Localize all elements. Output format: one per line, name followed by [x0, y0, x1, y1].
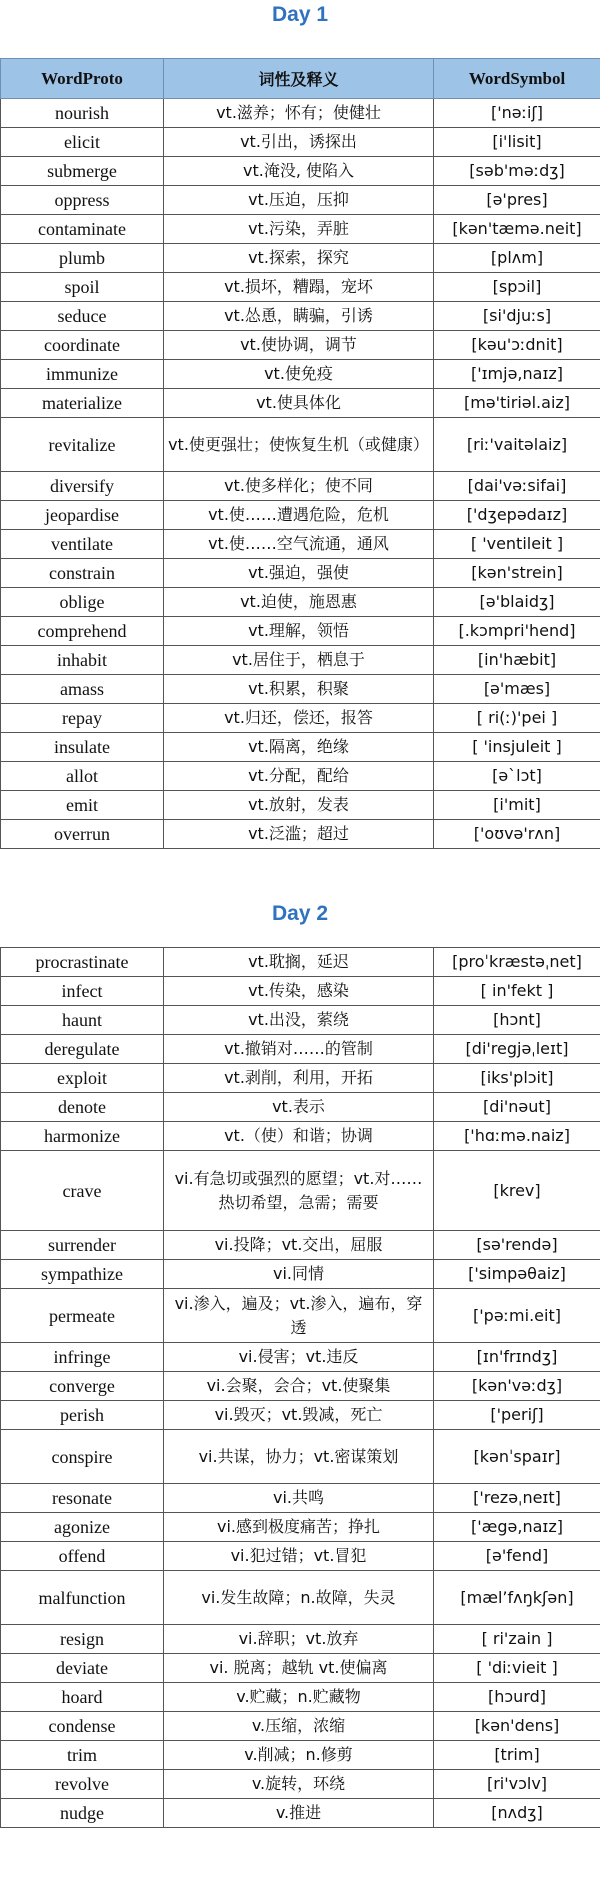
meaning-cell: vi.渗入，遍及；vt.渗入，遍布，穿透	[164, 1289, 434, 1343]
meaning-cell: vt.隔离，绝缘	[164, 733, 434, 762]
table-row	[1, 1654, 600, 1683]
meaning-cell: vi.毁灭；vt.毁减，死亡	[164, 1401, 434, 1430]
word-cell: haunt	[1, 1006, 164, 1035]
table-row	[1, 762, 600, 791]
word-cell: ventilate	[1, 530, 164, 559]
phonetic-cell: [hɔurd]	[434, 1683, 600, 1712]
table-row	[1, 1513, 600, 1542]
header-symbol: WordSymbol	[434, 59, 600, 99]
meaning-cell: vt.积累，积聚	[164, 675, 434, 704]
meaning-cell: vi.投降；vt.交出，屈服	[164, 1231, 434, 1260]
table-row	[1, 128, 600, 157]
table-row	[1, 360, 600, 389]
word-cell: nourish	[1, 99, 164, 128]
table-row	[1, 215, 600, 244]
phonetic-cell: [ri'vɔlv]	[434, 1770, 600, 1799]
meaning-cell: vt.怂恿，瞒骗，引诱	[164, 302, 434, 331]
word-cell: sympathize	[1, 1260, 164, 1289]
word-cell: procrastinate	[1, 948, 164, 977]
meaning-cell: vi.会聚，会合；vt.使聚集	[164, 1372, 434, 1401]
meaning-cell: vi.有急切或强烈的愿望；vt.对……热切希望，急需；需要	[164, 1151, 434, 1231]
word-cell: elicit	[1, 128, 164, 157]
day1-section	[0, 0, 600, 849]
table-row	[1, 1712, 600, 1741]
phonetic-cell: [ 'insjuleit ]	[434, 733, 600, 762]
phonetic-cell: ['rezəˌneɪt]	[434, 1484, 600, 1513]
day2-section	[0, 881, 600, 1828]
word-cell: jeopardise	[1, 501, 164, 530]
meaning-cell: vt.损坏，糟蹋，宠坏	[164, 273, 434, 302]
table-row	[1, 559, 600, 588]
phonetic-cell: [i'lisit]	[434, 128, 600, 157]
table-row	[1, 1260, 600, 1289]
meaning-cell: vt.污染，弄脏	[164, 215, 434, 244]
day1-vocab-table	[0, 58, 600, 849]
word-cell: submerge	[1, 157, 164, 186]
table-row	[1, 1231, 600, 1260]
meaning-cell: vt.出没，萦绕	[164, 1006, 434, 1035]
meaning-cell: vi.辞职；vt.放弃	[164, 1625, 434, 1654]
word-cell: seduce	[1, 302, 164, 331]
phonetic-cell: ['hɑːmə.naiz]	[434, 1122, 600, 1151]
meaning-cell: v.旋转，环绕	[164, 1770, 434, 1799]
table-row	[1, 99, 600, 128]
meaning-cell: vi.发生故障；n.故障，失灵	[164, 1571, 434, 1625]
phonetic-cell: [nʌdʒ]	[434, 1799, 600, 1828]
meaning-cell: vt.泛滥；超过	[164, 820, 434, 849]
meaning-cell: vt.使协调，调节	[164, 331, 434, 360]
day1-rows	[1, 99, 600, 849]
meaning-cell: vt.放射，发表	[164, 791, 434, 820]
word-cell: infect	[1, 977, 164, 1006]
phonetic-cell: [kən'tæmə.neit]	[434, 215, 600, 244]
phonetic-cell: ['periʃ]	[434, 1401, 600, 1430]
table-row	[1, 157, 600, 186]
word-cell: allot	[1, 762, 164, 791]
table-header-row	[1, 59, 600, 99]
table-row	[1, 418, 600, 472]
table-row	[1, 977, 600, 1006]
word-cell: spoil	[1, 273, 164, 302]
phonetic-cell: [kən'vəːdʒ]	[434, 1372, 600, 1401]
word-cell: permeate	[1, 1289, 164, 1343]
meaning-cell: vt.表示	[164, 1093, 434, 1122]
meaning-cell: v.推进	[164, 1799, 434, 1828]
meaning-cell: vi. 脱离；越轨 vt.使偏离	[164, 1654, 434, 1683]
phonetic-cell: [ɪn'frɪndʒ]	[434, 1343, 600, 1372]
header-meaning: 词性及释义	[164, 59, 434, 99]
phonetic-cell: [kənˈspaɪr]	[434, 1430, 600, 1484]
word-cell: amass	[1, 675, 164, 704]
word-cell: immunize	[1, 360, 164, 389]
table-row	[1, 472, 600, 501]
meaning-cell: vt.剥削，利用，开拓	[164, 1064, 434, 1093]
word-cell: crave	[1, 1151, 164, 1231]
word-cell: perish	[1, 1401, 164, 1430]
meaning-cell: vt.使免疫	[164, 360, 434, 389]
meaning-cell: vi.犯过错；vt.冒犯	[164, 1542, 434, 1571]
phonetic-cell: [ə`lɔt]	[434, 762, 600, 791]
table-row	[1, 704, 600, 733]
phonetic-cell: [ə'blaidʒ]	[434, 588, 600, 617]
phonetic-cell: [ ri(ː)'pei ]	[434, 704, 600, 733]
phonetic-cell: [proˈkræstəˌnet]	[434, 948, 600, 977]
phonetic-cell: ['simpəθaiz]	[434, 1260, 600, 1289]
phonetic-cell: [dai'vəːsifai]	[434, 472, 600, 501]
meaning-cell: vi.侵害；vt.违反	[164, 1343, 434, 1372]
word-cell: revitalize	[1, 418, 164, 472]
word-cell: deviate	[1, 1654, 164, 1683]
meaning-cell: vt.使……空气流通，通风	[164, 530, 434, 559]
table-row	[1, 1035, 600, 1064]
meaning-cell: v.贮藏；n.贮藏物	[164, 1683, 434, 1712]
phonetic-cell: [səb'məːdʒ]	[434, 157, 600, 186]
header-word: WordProto	[1, 59, 164, 99]
meaning-cell: vi.感到极度痛苦；挣扎	[164, 1513, 434, 1542]
table-row	[1, 1430, 600, 1484]
table-row	[1, 1064, 600, 1093]
table-row	[1, 1683, 600, 1712]
word-cell: inhabit	[1, 646, 164, 675]
table-row	[1, 617, 600, 646]
phonetic-cell: [ə'mæs]	[434, 675, 600, 704]
table-row	[1, 1542, 600, 1571]
phonetic-cell: [ in'fekt ]	[434, 977, 600, 1006]
word-cell: offend	[1, 1542, 164, 1571]
word-cell: contaminate	[1, 215, 164, 244]
word-cell: infringe	[1, 1343, 164, 1372]
meaning-cell: vi.同情	[164, 1260, 434, 1289]
meaning-cell: vt.理解，领悟	[164, 617, 434, 646]
day2-vocab-table	[0, 947, 600, 1828]
phonetic-cell: [di'regjəˌleɪt]	[434, 1035, 600, 1064]
table-row	[1, 331, 600, 360]
meaning-cell: vt.耽搁，延迟	[164, 948, 434, 977]
word-cell: materialize	[1, 389, 164, 418]
word-cell: resonate	[1, 1484, 164, 1513]
meaning-cell: vt.（使）和谐；协调	[164, 1122, 434, 1151]
phonetic-cell: ['dʒepədaɪz]	[434, 501, 600, 530]
phonetic-cell: [.kɔmpri'hend]	[434, 617, 600, 646]
word-cell: coordinate	[1, 331, 164, 360]
meaning-cell: v.削减；n.修剪	[164, 1741, 434, 1770]
table-row	[1, 501, 600, 530]
phonetic-cell: ['nəːiʃ]	[434, 99, 600, 128]
phonetic-cell: [ə'fend]	[434, 1542, 600, 1571]
table-row	[1, 1006, 600, 1035]
word-cell: overrun	[1, 820, 164, 849]
phonetic-cell: [spɔil]	[434, 273, 600, 302]
meaning-cell: vt.归还，偿还，报答	[164, 704, 434, 733]
phonetic-cell: [kəu'ɔːdnit]	[434, 331, 600, 360]
word-cell: revolve	[1, 1770, 164, 1799]
table-row	[1, 646, 600, 675]
table-row	[1, 1401, 600, 1430]
meaning-cell: vt.引出，诱探出	[164, 128, 434, 157]
phonetic-cell: [hɔnt]	[434, 1006, 600, 1035]
phonetic-cell: [mæl’fʌŋkʃən]	[434, 1571, 600, 1625]
table-row	[1, 1770, 600, 1799]
table-row	[1, 244, 600, 273]
word-cell: comprehend	[1, 617, 164, 646]
table-row	[1, 1343, 600, 1372]
word-cell: constrain	[1, 559, 164, 588]
phonetic-cell: [kən'dens]	[434, 1712, 600, 1741]
phonetic-cell: ['ɪmjə,naɪz]	[434, 360, 600, 389]
phonetic-cell: [ə'pres]	[434, 186, 600, 215]
word-cell: trim	[1, 1741, 164, 1770]
table-row	[1, 1151, 600, 1231]
word-cell: diversify	[1, 472, 164, 501]
meaning-cell: vt.强迫，强使	[164, 559, 434, 588]
word-cell: condense	[1, 1712, 164, 1741]
table-row	[1, 588, 600, 617]
word-cell: insulate	[1, 733, 164, 762]
table-row	[1, 948, 600, 977]
word-cell: converge	[1, 1372, 164, 1401]
table-row	[1, 791, 600, 820]
meaning-cell: vt.探索，探究	[164, 244, 434, 273]
day2-rows	[1, 948, 600, 1828]
meaning-cell: vt.居住于，栖息于	[164, 646, 434, 675]
phonetic-cell: [in'hæbit]	[434, 646, 600, 675]
word-cell: hoard	[1, 1683, 164, 1712]
table-row	[1, 302, 600, 331]
word-cell: deregulate	[1, 1035, 164, 1064]
phonetic-cell: [sə'rendə]	[434, 1231, 600, 1260]
word-cell: harmonize	[1, 1122, 164, 1151]
word-cell: emit	[1, 791, 164, 820]
meaning-cell: vt.分配，配给	[164, 762, 434, 791]
table-row	[1, 733, 600, 762]
meaning-cell: vi.共谋，协力；vt.密谋策划	[164, 1430, 434, 1484]
table-row	[1, 1799, 600, 1828]
table-row	[1, 1741, 600, 1770]
phonetic-cell: [kən'strein]	[434, 559, 600, 588]
meaning-cell: v.压缩，浓缩	[164, 1712, 434, 1741]
phonetic-cell: ['pəːmi.eit]	[434, 1289, 600, 1343]
meaning-cell: vt.滋养；怀有；使健壮	[164, 99, 434, 128]
table-row	[1, 1289, 600, 1343]
phonetic-cell: [mə'tiriəl.aiz]	[434, 389, 600, 418]
word-cell: plumb	[1, 244, 164, 273]
table-row	[1, 273, 600, 302]
phonetic-cell: [ 'diːvieit ]	[434, 1654, 600, 1683]
table-row	[1, 1571, 600, 1625]
phonetic-cell: [iks'plɔit]	[434, 1064, 600, 1093]
word-cell: resign	[1, 1625, 164, 1654]
phonetic-cell: [trim]	[434, 1741, 600, 1770]
table-row	[1, 1122, 600, 1151]
meaning-cell: vt.迫使，施恩惠	[164, 588, 434, 617]
word-cell: exploit	[1, 1064, 164, 1093]
table-row	[1, 675, 600, 704]
table-row	[1, 186, 600, 215]
phonetic-cell: ['oʊvə'rʌn]	[434, 820, 600, 849]
word-cell: nudge	[1, 1799, 164, 1828]
table-row	[1, 530, 600, 559]
table-row	[1, 1372, 600, 1401]
word-cell: agonize	[1, 1513, 164, 1542]
phonetic-cell: [ 'ventileit ]	[434, 530, 600, 559]
phonetic-cell: [krev]	[434, 1151, 600, 1231]
phonetic-cell: ['ægə,naɪz]	[434, 1513, 600, 1542]
meaning-cell: vt.传染，感染	[164, 977, 434, 1006]
day2-title: Day 2	[271, 902, 329, 925]
phonetic-cell: [plʌm]	[434, 244, 600, 273]
phonetic-cell: [i'mit]	[434, 791, 600, 820]
phonetic-cell: [si'djuːs]	[434, 302, 600, 331]
meaning-cell: vt.使更强壮；使恢复生机（或健康）	[164, 418, 434, 472]
table-row	[1, 1093, 600, 1122]
table-row	[1, 820, 600, 849]
day1-title: Day 1	[271, 3, 329, 26]
meaning-cell: vt.压迫，压抑	[164, 186, 434, 215]
table-row	[1, 1625, 600, 1654]
word-cell: oblige	[1, 588, 164, 617]
table-row	[1, 1484, 600, 1513]
phonetic-cell: [ ri'zain ]	[434, 1625, 600, 1654]
word-cell: conspire	[1, 1430, 164, 1484]
word-cell: surrender	[1, 1231, 164, 1260]
word-cell: repay	[1, 704, 164, 733]
meaning-cell: vt.淹没, 使陷入	[164, 157, 434, 186]
meaning-cell: vt.撤销对……的管制	[164, 1035, 434, 1064]
meaning-cell: vt.使……遭遇危险，危机	[164, 501, 434, 530]
phonetic-cell: [di'nəut]	[434, 1093, 600, 1122]
meaning-cell: vt.使具体化	[164, 389, 434, 418]
word-cell: oppress	[1, 186, 164, 215]
word-cell: malfunction	[1, 1571, 164, 1625]
meaning-cell: vi.共鸣	[164, 1484, 434, 1513]
phonetic-cell: [riː'vaitəlaiz]	[434, 418, 600, 472]
table-row	[1, 389, 600, 418]
meaning-cell: vt.使多样化；使不同	[164, 472, 434, 501]
word-cell: denote	[1, 1093, 164, 1122]
